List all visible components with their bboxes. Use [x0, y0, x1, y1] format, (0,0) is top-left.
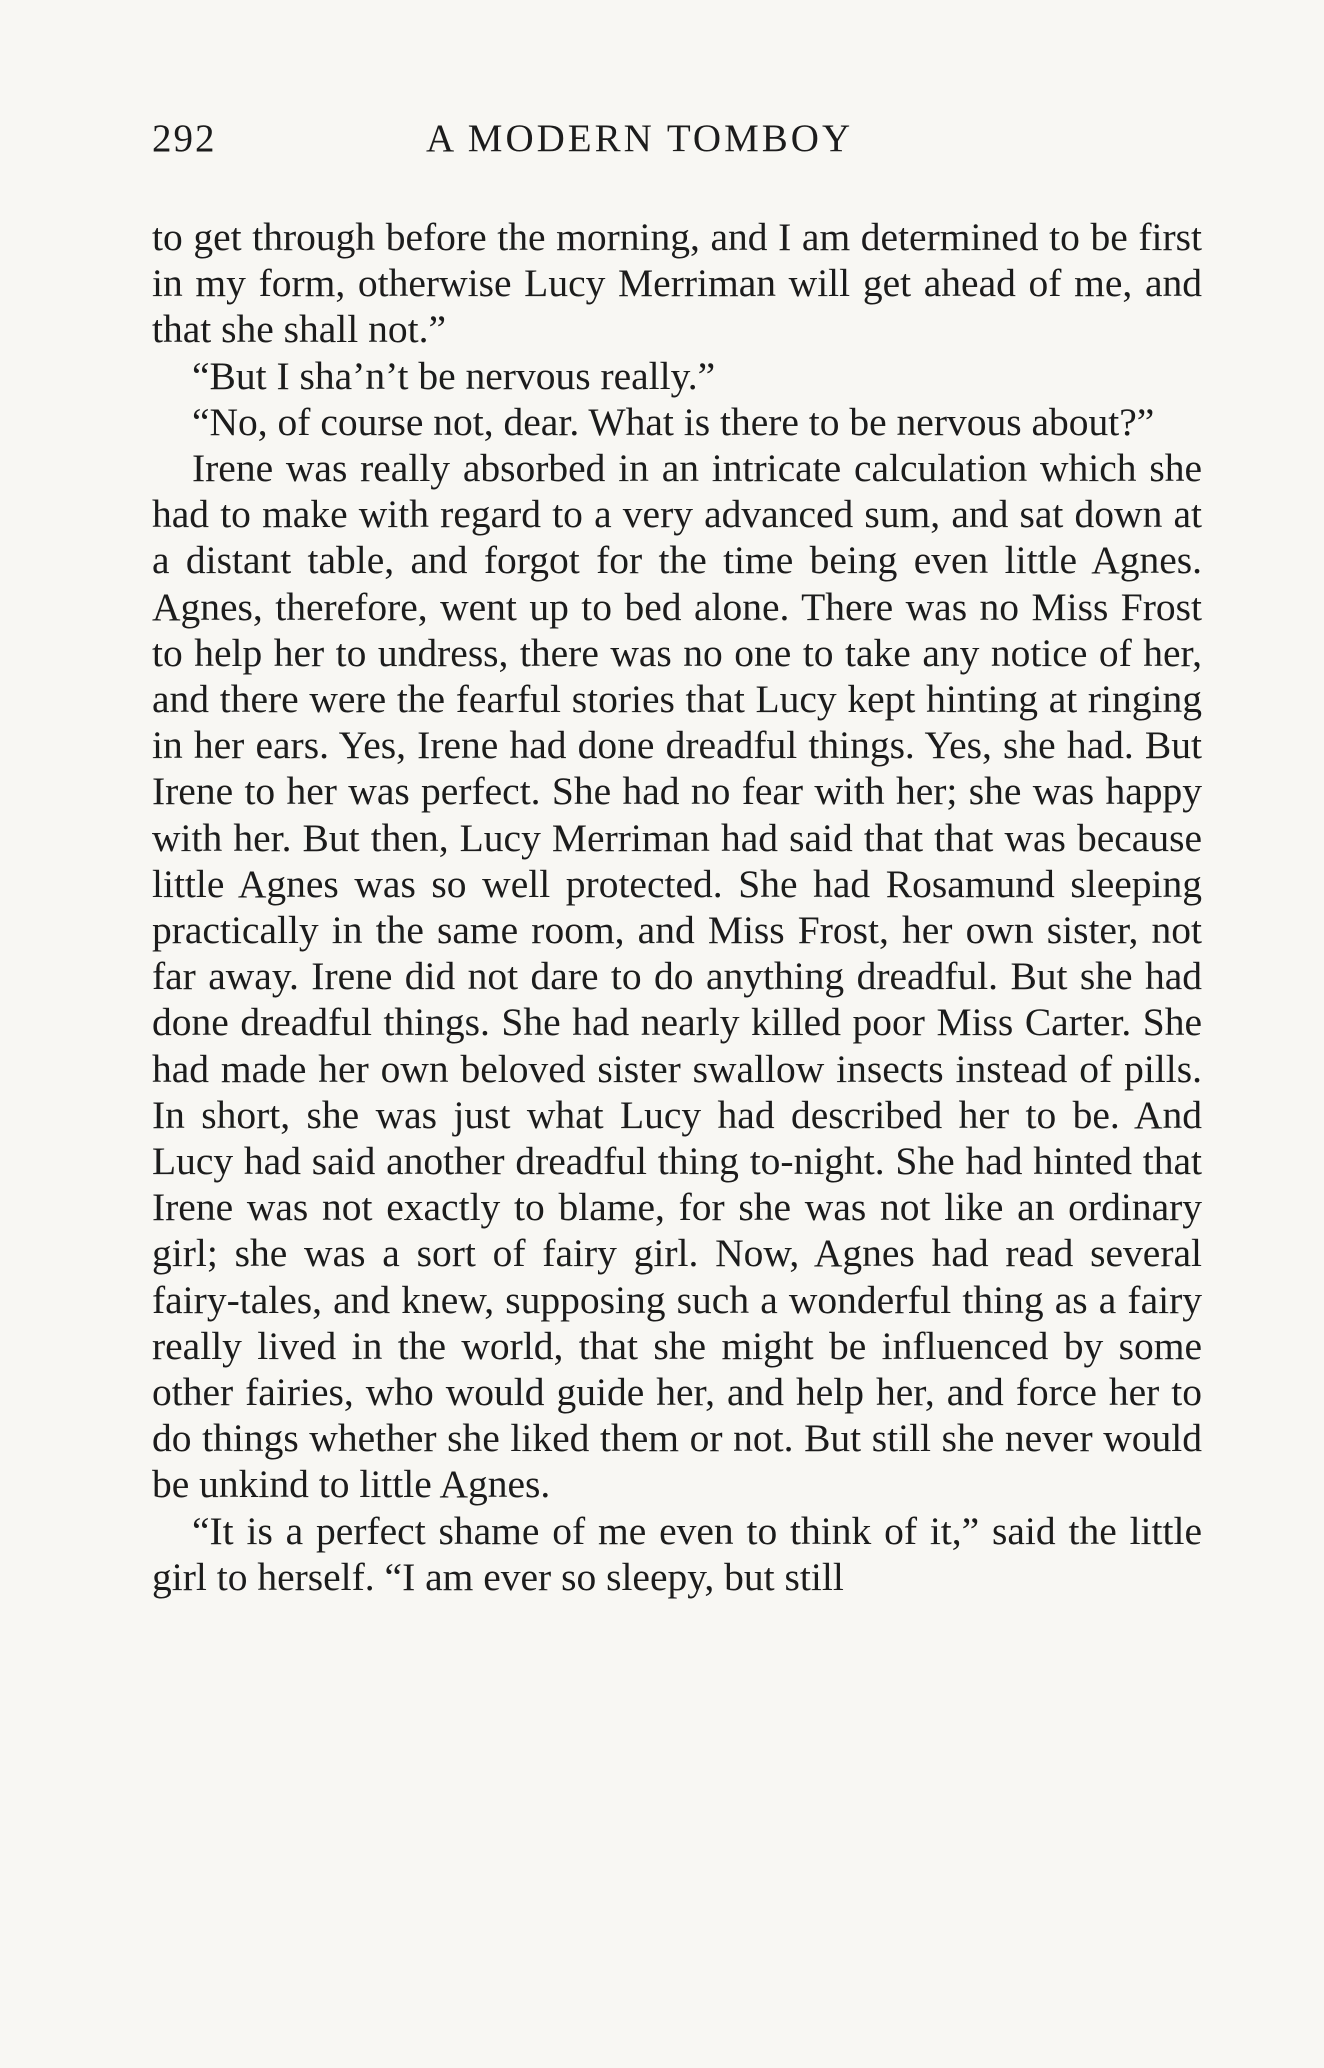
paragraph: “But I sha’n’t be nervous really.” — [192, 353, 716, 398]
page-header — [152, 116, 1202, 176]
paragraph: to get through before the morning, and I am determined to be first in my form, otherwise Lucy Merriman will get ahead of me, and that she shall not.” — [152, 215, 1202, 352]
page-number: 292 — [152, 117, 217, 160]
paragraph: “It is a perfect shame of me even to think of it,” said the little girl to herself. “I am ever so sleepy, but still — [152, 1508, 1202, 1599]
paragraph: “No, of course not, dear. What is there to be nervous about?” — [192, 399, 1155, 444]
body-text — [152, 214, 1202, 1600]
running-title: A MODERN TOMBOY — [426, 117, 854, 160]
paragraph: Irene was really absorbed in an intricate calculation which she had to make with regard to a very advanced sum, and sat down at a distant table, and forgot for the time being even little Agnes. Agnes, therefore, went up to bed alone. There was no Miss Frost to help her to undress, there was no one to take any notice of her, and there were the fearful stories that Lucy kept hinting at ringing in her ears. Yes, Irene had done dreadful things. Yes, she had. But Irene to her was perfect. She had no fear with her; she was happy with her. But then, Lucy Merriman had said that that was because little Agnes was so well protected. She had Rosamund sleeping practically in the same room, and Miss Frost, her own sister, not far away. Irene did not dare to do anything dreadful. But she had done dreadful things. She had nearly killed poor Miss Carter. She had made her own beloved sister swallow insects instead of pills. In short, she was just what Lucy had described her to be. And Lucy had said another dreadful thing to-night. She had hinted that Irene was not exactly to blame, for she was not like an ordinary girl; she was a sort of fairy girl. Now, Agnes had read several fairy-tales, and knew, supposing such a wonderful thing as a fairy really lived in the world, that she might be influenced by some other fairies, who would guide her, and help her, and force her to do things whether she liked them or not. But still she never would be unkind to little Agnes. — [152, 446, 1202, 1507]
